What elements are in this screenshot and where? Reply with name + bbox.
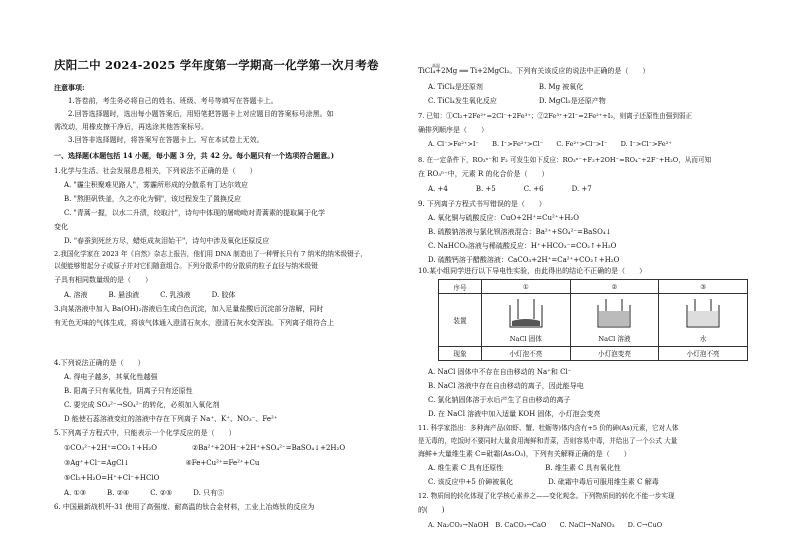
notice-item: 2.回答选择题时，选出每小题答案后，用铅笔把答题卡上对应题目的答案标号涂黑。如 [68,110,334,118]
question-6-continued: TiCl₄+2Mg ══ Ti+2MgCl₂。下列有关该反应的说法中正确的是（ ） [418,67,650,75]
question-line: 子具有相同数量级的是（ ） [54,276,152,284]
table-header: ③ [659,280,748,294]
notice-item: 需改动，用橡皮擦干净后，再选涂其他答案标号。 [54,123,208,131]
notice-item: 1.答卷前，考生务必将自己的姓名、班级、考号等填写在答题卡上。 [68,97,278,105]
option-line: C. 要完成 SO₃²⁻→SO₄²⁻的转化，必须加入氧化剂 [64,401,220,409]
option-line: A. 氧化铜与硫酸反应：CuO+2H⁺=Cu²⁺+H₂O [428,214,579,222]
option-line: C. "青蒿一握，以水二升渍，绞取汁"，诗句中体现的屠呦呦对青蒿素的提取属于化学 [64,209,325,217]
option-line: B. 硫酸钠溶液与氯化钡溶液混合：Ba²⁺+SO₄²⁻=BaSO₄↓ [428,228,612,236]
question-10: 10.某小组同学进行以下导电性实验，由此得出的结论不正确的是（ ） [418,267,647,275]
question-2: 2.我国化学家在 2023 年《自然》杂志上报告，他们用 DNA 制造出了一种臂长只有 7 纳米的纳米级镊子， [54,250,367,258]
question-line: 确排列顺序是（ ） [418,126,488,134]
question-3: 3.向某溶液中加入 Ba(OH)₂溶液后生成白色沉淀，加入足量盐酸后沉淀部分溶解，同时 [54,305,324,313]
question-4: 4.下列说法正确的是（ ） [54,359,145,367]
options-row: A. TiCl₄是还原剂 B. Mg 被氧化 [428,83,584,91]
beaker-cell-2 [570,294,659,347]
question-line: 是无毒的，吃饭时不要同时大量食用海鲜和青菜，否则容易中毒，并给出了一个公式 大量 [418,437,678,445]
experiment-table [438,279,748,361]
result-cell: 小灯泡不亮 [659,346,748,360]
section-heading: 一、选择题(本题包括 14 小题，每小题 3 分，共 42 分。每小题只有一个选项符合题意。) [54,151,335,160]
beaker-solid-icon [504,297,548,333]
beaker-cell-1 [482,294,571,347]
page-title: 庆阳二中 2024-2025 学年度第一学期高一化学第一次月考卷 [54,58,379,72]
result-cell: 小灯泡不亮 [482,346,571,360]
question-8: 8. 在一定条件下，RO₃ⁿ⁻和 F₂ 可发生如下反应：RO₃ⁿ⁻+F₂+2OH⁻=RO₄⁻+2F⁻+H₂O，从而可知 [418,156,712,164]
beaker-cell-3 [659,294,748,347]
table-header: ① [482,280,571,294]
beaker-label: 水 [699,334,707,343]
option-line: B. NaCl 溶液中存在自由移动的离子，因此能导电 [428,382,584,390]
question-1: 1.化学与生活、社会发展息息相关，下列说法不正确的是（ ） [54,167,257,175]
option-line: D. 硫酸钙溶于醋酸溶液：CaCO₃+2H⁺=Ca²⁺+CO₂↑+H₂O [428,256,620,264]
option-line: 变化 [54,223,68,231]
option-line: B. 阳离子只有氧化性，阴离子只有还原性 [64,387,193,395]
beaker-water-icon [681,297,725,333]
question-9: 9. 下列离子方程式书写错误的是（ ） [418,200,546,208]
question-12: 12. 物质间的转化体现了化学核心素养之——变化观念。下列物质间的转化不能一步实现 [418,492,675,500]
equation-line: ①CO₃²⁻+2H⁺=CO₂↑+H₂O ②Ba²⁺+2OH⁻+2H⁺+SO₄²⁻=BaSO₄↓+2H₂O [64,444,346,452]
question-5: 5.下列离子方程式中，只能表示一个化学反应的是（ ） [54,429,236,437]
options-row: C. TiCl₄发生氧化反应 D. MgCl₂是还原产物 [428,97,606,105]
option-line: D. "春蚕到死丝方尽，蜡炬成灰泪始干"，诗句中涉及氧化还原反应 [64,237,270,245]
equation-line: ⑤Cl₂+H₂O=H⁺+Cl⁻+HClO [64,474,160,482]
option-line: A. "霾尘积聚难见路人"，雾霾所形成的分散系有丁达尔效应 [64,181,248,189]
options-row: C. 该反应中+5 价砷被氧化 D. 砒霜中毒后可服用维生素 C 解毒 [428,478,659,486]
options-row: A. 维生素 C 具有还原性 B. 维生素 C 具有氧化性 [428,464,621,472]
result-cell: 小灯泡变亮 [570,346,659,360]
option-line: C. NaHCO₃溶液与稀硫酸反应：H⁺+HCO₃⁻=CO₂↑+H₂O [428,242,617,250]
equation-line: ③Ag⁺+Cl⁻=AgCl↓ ④Fe+Cu²⁺=Fe²⁺+Cu [64,459,260,467]
option-line: D 能使石蕊溶液变红的溶液中存在下列离子 Na⁺、K⁺、NO₃⁻、Fe²⁺ [64,415,278,423]
option-line: D. 在 NaCl 溶液中加入适量 KOH 固体，小灯泡会变亮 [428,410,601,418]
question-7: 7. 已知：①Cl₂+2Fe²⁺=2Cl⁻+2Fe³⁺；②2Fe³⁺+2I⁻=2Fe²⁺+I₂，则离子还原性由强到弱正 [418,112,693,120]
option-line: A. NaCl 固体中不存在自由移动的 Na⁺和 Cl⁻ [428,368,572,376]
table-header: 序号 [439,280,482,294]
question-6: 6. 中国最新战机歼-31 使用了高强度、耐高温的钛合金材料，工业上冶炼钛的反应为 [54,503,315,511]
table-header: ② [570,280,659,294]
options-row: A. 溶液 B. 悬浊液 C. 乳浊液 D. 胶体 [64,291,236,299]
question-line: 在 RO₃ⁿ⁻中，元素 R 的化合价是（ ） [418,170,549,178]
option-line: C. 氯化钠固体溶于水后产生了自由移动的离子 [428,396,571,404]
notice-item: 3.回答非选择题时，将答案写在答题卡上。写在本试卷上无效。 [68,136,264,144]
question-line: 海鲜+大量维生素 C=砒霜(As₂O₃)，下列有关解释正确的是（ ） [418,450,631,458]
question-line: 以便能够钳起分子或原子并对它们随意组合。下列分散系中的分散质的粒子直径与纳米级镊 [54,262,318,270]
question-line: 的( ) [418,506,445,514]
question-line: 有无色无味的气体生成，将该气体通入澄清石灰水，澄清石灰水变浑浊。下列离子组符合上 [54,319,334,327]
options-row: A. Na₂CO₃→NaOH B. CaCO₃→CaO C. NaCl→NaNO₃ D. C→CuO [428,521,663,529]
table-cell: 装置 [439,294,482,347]
table-cell: 现象 [439,346,482,360]
beaker-solution-icon [592,297,636,333]
options-row: A. +4 B. +5 C. +6 D. +7 [428,185,592,193]
options-row: A. ①③ B. ②④ C. ②⑤ D. 只有⑤ [64,489,225,497]
option-line: B. "熬胆矾铁釜，久之亦化为铜"，该过程发生了置换反应 [64,195,242,203]
options-row: A. Cl⁻>Fe²⁺>I⁻ B. I⁻>Fe²⁺>Cl⁻ C. Fe²⁺>Cl⁻>I⁻ D. I⁻>Cl⁻>Fe²⁺ [428,140,672,148]
reaction-condition: 高温 [432,63,440,68]
notice-heading: 注意事项: [54,83,85,92]
option-line: A. 得电子越多，其氧化性越强 [64,373,158,381]
question-11: 11. 科学家指出：多种海产品(如虾、蟹、牡蛎等)体内含有+5 价的砷(As)元素，它对人体 [418,424,679,432]
beaker-label: NaCl 溶液 [598,334,631,343]
beaker-label: NaCl 固体 [509,334,542,343]
